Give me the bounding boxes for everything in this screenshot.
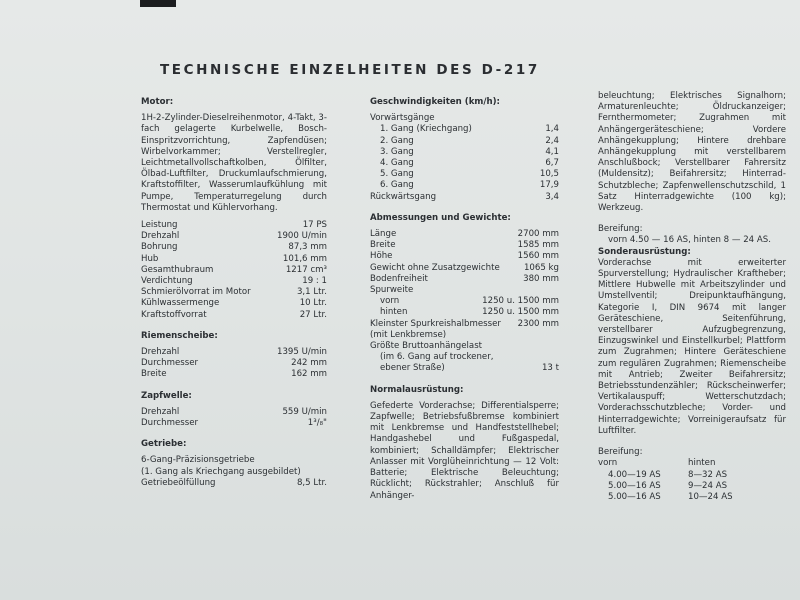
spec-row: Durchmesser 1³/₈"	[141, 418, 327, 429]
spec-row: Hub 101,6 mm	[141, 253, 327, 264]
getriebe-line: (1. Gang als Kriechgang ausgebildet)	[141, 466, 301, 477]
zapfwelle-heading: Zapfwelle:	[141, 390, 192, 401]
gear-row: 5. Gang 10,5	[380, 169, 559, 180]
spec-line: Größte Bruttoanhängelast	[370, 341, 483, 352]
gear-row: 3. Gang 4,1	[380, 146, 559, 157]
spec-row: Breite 1585 mm	[370, 240, 559, 251]
spec-row: hinten 1250 u. 1500 mm	[380, 307, 559, 318]
spec-row: Getriebeölfüllung 8,5 Ltr.	[141, 477, 327, 488]
spec-row: Drehzahl 1900 U/min	[141, 231, 327, 242]
bereifung-heading-2: Bereifung:	[598, 447, 643, 458]
getriebe-line: 6-Gang-Präzisionsgetriebe	[141, 455, 255, 466]
tire-cell: 5.00—16 AS	[608, 491, 661, 502]
spec-row: vorn 1250 u. 1500 mm	[380, 296, 559, 307]
gear-row: 2. Gang 2,4	[380, 135, 559, 146]
tire-cell: 9—24 AS	[688, 480, 728, 491]
spec-subline: (im 6. Gang auf trockener,	[380, 352, 494, 363]
tire-cell: 4.00—19 AS	[608, 469, 661, 480]
motor-spec-list	[141, 220, 327, 321]
spec-row: Höhe 1560 mm	[370, 251, 559, 262]
column-right	[598, 91, 786, 503]
gear-row: Rückwärtsgang 3,4	[370, 191, 559, 202]
tire-table	[598, 458, 786, 503]
equipment-continuation: beleuchtung; Elektrisches Signalhorn; Armaturenleuchte; Öldruckanzeiger; Fernthermometer; Zugrahmen mit Anhängergeräteschiene; Vordere Anhängekupplung; Hintere drehbare Anhängekupplung mit verstellbarem Anschlußbock; Verstellbarer Fahrersitz (Muldensitz); Beifahrersitz; Hinterrad-Schutzbleche; Zapfenwellenschutzschild, 1 Satz Hinterradgewichte (100 kg); Werkzeug.	[598, 91, 786, 214]
tire-cell: 5.00—16 AS	[608, 480, 661, 491]
spec-row: Leistung 17 PS	[141, 220, 327, 231]
spec-row: Drehzahl 1395 U/min	[141, 347, 327, 358]
spec-row: ebener Straße) 13 t	[380, 363, 559, 374]
sonderausruestung-text: Vorderachse mit erweiterter Spurverstellung; Hydraulischer Kraftheber; Mittlere Hubwelle mit Arbeitszylinder und Umstellventil; Dreipunktaufhängung, Kategorie I, DIN 9674 mit langer Geräteschiene, Seitenführung, verstellbarer Aufzugbegrenzung, Einzugswinkel und Einstellkurbel; Plattform zum Zugrahmen; Hintere Geräteschiene zum regulären Zugrahmen; Riemenscheibe mit Antrieb; Zweiter Beifahrersitz; Betriebsstundenzähler; Rückscheinwerfer; Vertikalauspuff; Wetterschutzdach; Vorderachsschutzbleche; Vorder- und Hinterradgewichte; Vorreinigeraufsatz für Luftfilter.	[598, 257, 786, 436]
spec-row: Breite 162 mm	[141, 369, 327, 380]
spec-row: Gewicht ohne Zusatzgewichte 1065 kg	[370, 262, 559, 273]
spec-row: Drehzahl 559 U/min	[141, 406, 327, 417]
sonderausruestung-heading: Sonderausrüstung:	[598, 246, 691, 257]
tire-header: vorn	[598, 458, 618, 469]
spec-row: Kleinster Spurkreishalbmesser 2300 mm	[370, 318, 559, 329]
tire-header: hinten	[688, 458, 716, 469]
bereifung-text: vorn 4.50 — 16 AS, hinten 8 — 24 AS.	[608, 235, 771, 246]
geschwindigkeiten-heading: Geschwindigkeiten (km/h):	[370, 97, 500, 107]
black-tab-mark	[140, 0, 176, 7]
gear-row: 6. Gang 17,9	[380, 180, 559, 191]
spec-row: Länge 2700 mm	[370, 229, 559, 240]
spec-row: Kühlwassermenge 10 Ltr.	[141, 298, 327, 309]
tire-cell: 8—32 AS	[688, 469, 728, 480]
normalausruestung-text: Gefederte Vorderachse; Differentialsperre; Zapfwelle; Betriebsfußbremse kombiniert mit Lenkbremse und Handfeststellhebel; Handgashebel und Fußgaspedal, kombiniert; Schalldämpfer; Elektrischer Anlasser mit Vorglüheinrichtung — 12 Volt: Batterie; Elektrische Beleuchtung; Rücklicht; Rückstrahler; Anschluß für Anhänger-	[370, 400, 559, 501]
page-title: TECHNISCHE EINZELHEITEN DES D-217	[160, 62, 540, 78]
motor-heading: Motor:	[141, 97, 174, 107]
spec-row: Bodenfreiheit 380 mm	[370, 273, 559, 284]
spec-row: Kraftstoffvorrat 27 Ltr.	[141, 309, 327, 320]
spec-row: Durchmesser 242 mm	[141, 358, 327, 369]
spec-row: Gesamthubraum 1217 cm³	[141, 264, 327, 275]
spec-subline: (mit Lenkbremse)	[370, 329, 447, 340]
motor-description: 1H-2-Zylinder-Dieselreihenmotor, 4-Takt, 3-fach gelagerte Kurbelwelle, Bosch-Einspritzvorrichtung, Zapfendüsen; Wirbelvorkammer; Verstellregler, Leichtmetallvollschaftkolben, Ölfilter, Ölbad-Luftfilter, Druckumlaufschmierung, Kraftstoffilter, Wasserumlaufkühlung mit Pumpe, Temperaturregelung durch Thermostat und Kühlervorhang.	[141, 113, 327, 213]
forward-gears-label: Vorwärtsgänge	[370, 113, 435, 124]
gear-row: 4. Gang 6,7	[380, 158, 559, 169]
tire-cell: 10—24 AS	[688, 491, 733, 502]
column-left	[141, 97, 327, 489]
spec-row: Verdichtung 19 : 1	[141, 276, 327, 287]
spec-row: Schmierölvorrat im Motor 3,1 Ltr.	[141, 287, 327, 298]
bereifung-heading: Bereifung:	[598, 224, 643, 235]
normalausruestung-heading: Normalausrüstung:	[370, 384, 464, 395]
riemenscheibe-heading: Riemenscheibe:	[141, 330, 218, 341]
gear-row: 1. Gang (Kriechgang) 1,4	[380, 124, 559, 135]
abmessungen-heading: Abmessungen und Gewichte:	[370, 212, 511, 223]
spurweite-label: Spurweite	[370, 285, 414, 296]
column-middle	[370, 97, 559, 502]
getriebe-heading: Getriebe:	[141, 439, 187, 450]
spec-row: Bohrung 87,3 mm	[141, 242, 327, 253]
